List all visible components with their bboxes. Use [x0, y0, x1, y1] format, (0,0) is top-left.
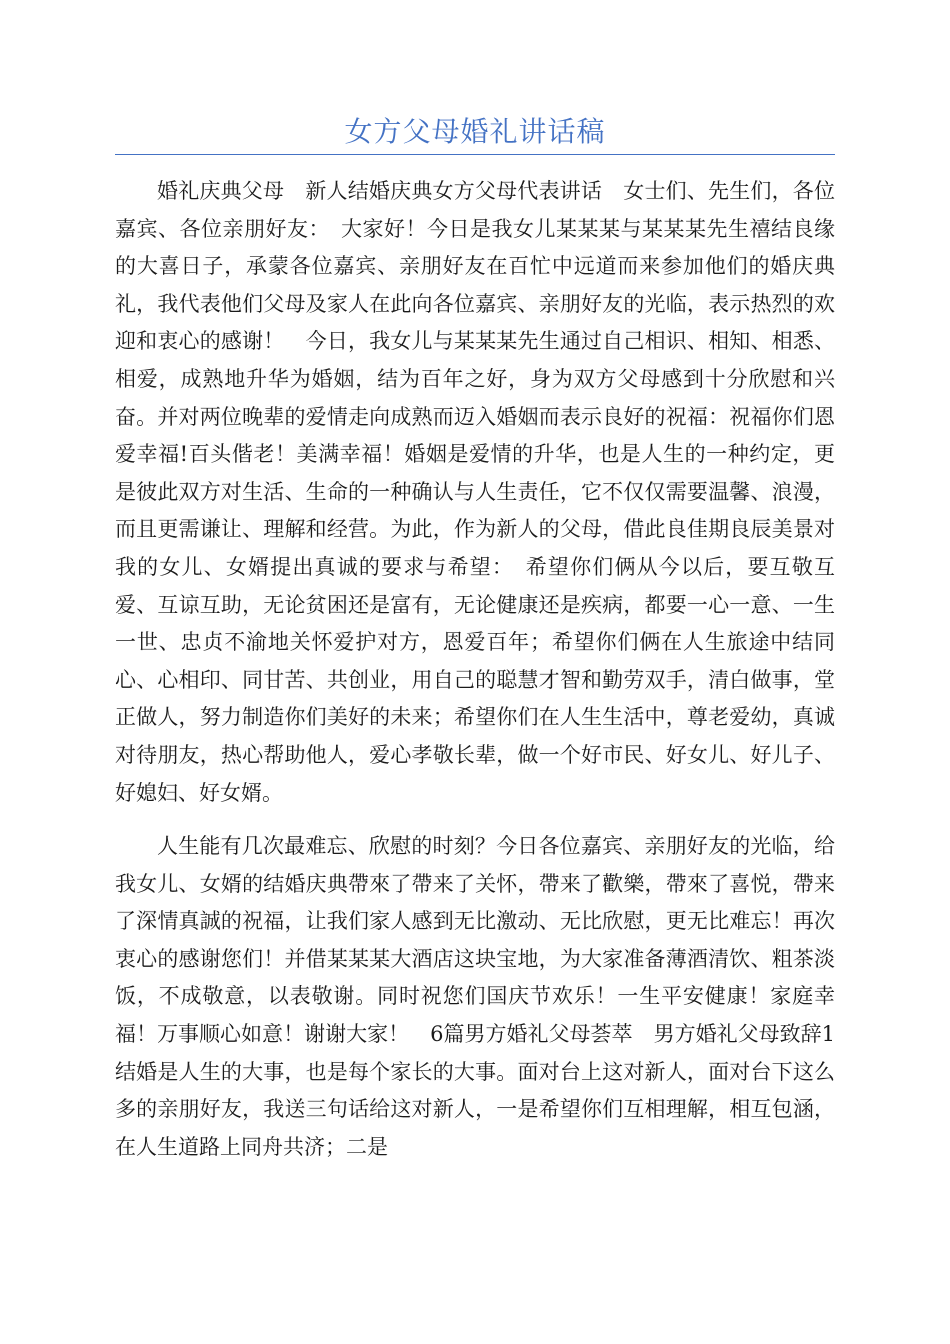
paragraph-1: 婚礼庆典父母 新人结婚庆典女方父母代表讲话 女士们、先生们，各位嘉宾、各位亲朋好友： 大家好！今日是我女儿某某某与某某某先生禧结良缘的大喜日子，承蒙各位嘉宾、亲朋好友在百忙中远道而来参加他们的婚庆典礼，我代表他们父母及家人在此向各位嘉宾、亲朋好友的光临，表示热烈的欢迎和衷心的感谢！ 今日，我女儿与某某某先生通过自己相识、相知、相悉、相爱，成熟地升华为婚姻，结为百年之好，身为双方父母感到十分欣慰和兴奋。并对两位晚辈的爱情走向成熟而迈入婚姻而表示良好的祝福：祝福你们恩爱幸福!百头偕老！美满幸福！婚姻是爱情的升华，也是人生的一种约定，更是彼此双方对生活、生命的一种确认与人生责任，它不仅仅需要温馨、浪漫，而且更需谦让、理解和经营。为此，作为新人的父母，借此良佳期良辰美景对我的女儿、女婿提出真诚的要求与希望： 希望你们俩从今以后，要互敬互爱、互谅互助，无论贫困还是富有，无论健康还是疾病，都要一心一意、一生一世、忠贞不渝地关怀爱护对方，恩爱百年；希望你们俩在人生旅途中结同心、心相印、同甘苦、共创业，用自己的聪慧才智和勤劳双手，清白做事，堂正做人，努力制造你们美好的未来；希望你们在人生生活中，尊老爱幼，真诚对待朋友，热心帮助他人，爱心孝敬长辈，做一个好市民、好女儿、好儿子、好媳妇、好女婿。 — [115, 179, 835, 805]
document-title: 女方父母婚礼讲话稿 — [344, 115, 606, 148]
title-underline — [115, 154, 835, 155]
paragraph-2: 人生能有几次最难忘、欣慰的时刻？今日各位嘉宾、亲朋好友的光临，给我女儿、女婿的结婚庆典帶來了帶来了关怀，帶来了歡樂，帶來了喜悦，帶来了深情真誠的祝福，让我们家人感到无比激动、无比欣慰，更无比难忘！再次衷心的感谢您们！并借某某某大酒店这块宝地，为大家准备薄酒清饮、粗茶淡饭，不成敬意，以表敬谢。同时祝您们国庆节欢乐！一生平安健康！家庭幸福！万事顺心如意！谢谢大家！ 6篇男方婚礼父母荟萃 男方婚礼父母致辞1 结婚是人生的大事，也是每个家长的大事。面对台上这对新人，面对台下这么多的亲朋好友，我送三句话给这对新人，一是希望你们互相理解，相互包涵，在人生道路上同舟共济；二是 — [115, 834, 856, 1159]
document-body — [115, 173, 856, 1166]
